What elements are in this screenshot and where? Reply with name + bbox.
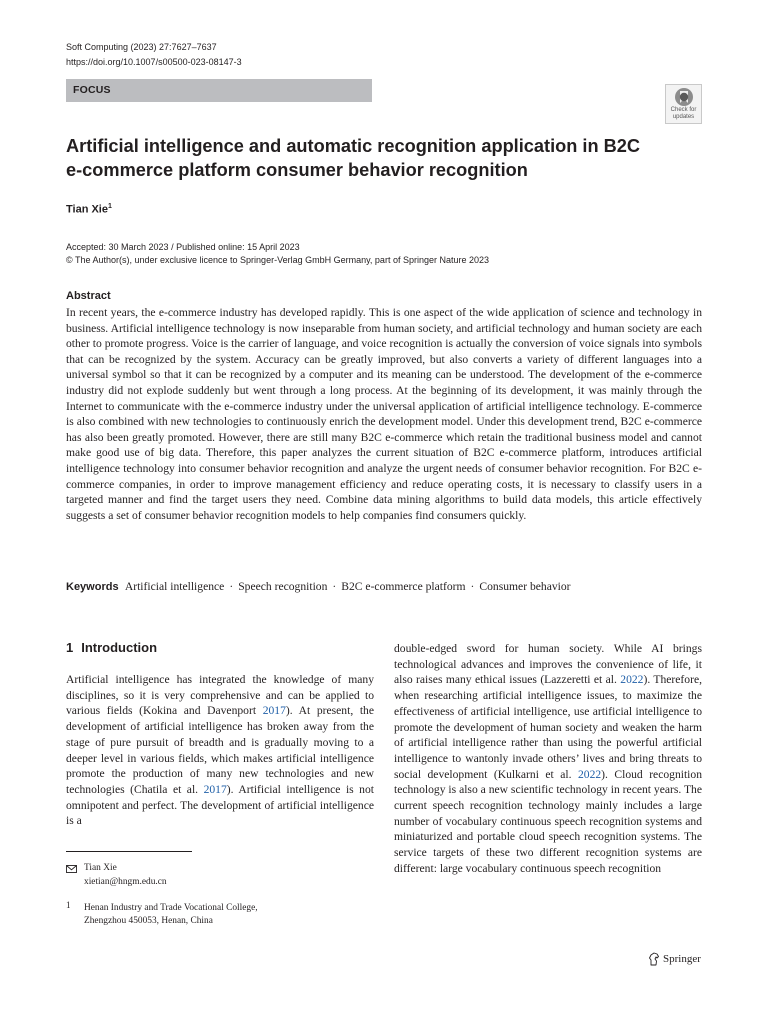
- section-title: Introduction: [81, 640, 158, 655]
- envelope-icon: [66, 865, 77, 873]
- corresponding-author-name: Tian Xie: [84, 863, 117, 873]
- updates-line: updates: [672, 114, 695, 120]
- keywords-line: [66, 580, 571, 593]
- keywords-label: Keywords: [66, 581, 119, 593]
- publisher-logo: [648, 951, 701, 967]
- abstract-text: In recent years, the e-commerce industry has developed rapidly. This is one aspect of the wide application of science and technology in business. Artificial intelligence technology is now inseparable from human society, and artificial technology and human society are each other to promote progress. Voice is the carrier of language, and voice recognition is actually the conversion of voice signals into symbols that can be recognized by the system. Accuracy can be greatly improved, but also converts a variety of different languages into a universal symbol so that it can be recognized by a computer and its meaning can be understood. The development of the e-commerce industry did not explode suddenly but went through a long process. At the beginning of its development, it was mainly through the Internet to communicate with the e-commerce industry under the universal application of artificial intelligence technology. E-commerce is also combined with new technologies to continuously enrich the development model. Under this development trend, B2C e-commerce has also been greatly promoted. However, there are still many B2C e-commerce which retain the traditional business model and cannot make good use of big data. Therefore, this paper analyzes the current situation of B2C e-commerce platform, introduces artificial intelligence technology into consumer behavior recognition and analyze the urgent needs of consumer behavior recognition. For B2C e-commerce companies, in order to improve management efficiency and reduce operating costs, it is necessary to classify users in a targeted manner and find the target users they need. Combine data mining algorithms to build data models, this article effectively suggests a set of consumer behavior recognition models to help companies find consumers quickly.: [66, 306, 702, 522]
- author-affiliation-mark: 1: [107, 203, 112, 210]
- paragraph-text: ). Artificial intelligence is not omnipotent and perfect. The development of artificial intelligence is a: [66, 782, 374, 828]
- copyright-notice: © The Author(s), under exclusive licence to Springer-Verlag GmbH Germany, part of Springer Nature 2023: [66, 255, 489, 265]
- corresponding-author-email[interactable]: xietian@hngm.edu.cn: [84, 877, 167, 887]
- publisher-name: Springer: [663, 953, 701, 965]
- author-line: [66, 203, 112, 216]
- author-name[interactable]: Tian Xie: [66, 203, 108, 216]
- intro-left-column: [66, 672, 374, 829]
- keyword: Speech recognition: [238, 580, 328, 593]
- keyword: Consumer behavior: [479, 580, 571, 593]
- section-number: 1: [66, 640, 74, 655]
- publication-dates: Accepted: 30 March 2023 / Published online: 15 April 2023: [66, 242, 300, 252]
- check-for-line: Check for: [670, 107, 697, 113]
- affiliation-line: Henan Industry and Trade Vocational College,: [84, 903, 258, 913]
- paragraph-text: ). Cloud recognition technology is also a new scientific technology in recent years. The current speech recognition technology mainly includes a large number of vocabulary continuous speech recognition systems and miniaturized and portable cloud speech recognition systems. The service targets of these two different recognition systems are different: large vocabulary continuous speech recognition: [394, 767, 702, 875]
- affiliation-line: Zhengzhou 450053, Henan, China: [84, 916, 213, 926]
- doi-link[interactable]: https://doi.org/10.1007/s00500-023-08147-3: [66, 57, 242, 67]
- springer-horse-icon: [648, 952, 660, 966]
- paragraph-text: double-edged sword for human society. While AI brings technological advances and improves the convenience of life, it also raises many ethical issues (Lazzeretti et al.: [394, 642, 702, 687]
- footnote-divider: [66, 851, 192, 852]
- keyword-separator: ·: [470, 580, 475, 593]
- check-for-updates-badge[interactable]: [665, 84, 702, 124]
- keyword-separator: ·: [229, 580, 234, 593]
- crossmark-icon: [674, 87, 694, 107]
- section-heading: [66, 640, 157, 655]
- article-title: Artificial intelligence and automatic recognition application in B2C e-commerce platform consumer behavior recognition: [66, 136, 640, 180]
- citation-link[interactable]: 2022: [620, 673, 644, 687]
- keyword: B2C e-commerce platform: [341, 580, 466, 593]
- paragraph-text: ). Therefore, when researching artificial intelligence issues, to maximize the effectiveness of artificial intelligence, use artificial intelligence to promote the development of human society and weaken the harm of artificial intelligence rather than using the powerful artificial intelligence to wantonly invade others’ lives and bring threats to social development (Kulkarni et al.: [394, 673, 702, 781]
- intro-right-column: [394, 641, 702, 877]
- affiliation-mark: 1: [66, 900, 71, 910]
- citation-link[interactable]: 2022: [577, 767, 602, 781]
- journal-citation: Soft Computing (2023) 27:7627–7637: [66, 42, 217, 52]
- citation-link[interactable]: 2017: [203, 782, 227, 796]
- citation-link[interactable]: 2017: [262, 704, 286, 718]
- dates-block: [66, 241, 489, 267]
- paragraph-text: ). At present, the development of artificial intelligence has broken away from the stage of pure pursuit of breadth and is gradually moving to a deeper level in various fields, which makes artificial intelligence promote the production of many new technologies and new technologies (Chatila et al.: [66, 704, 375, 796]
- keyword: Artificial intelligence: [124, 580, 225, 593]
- paragraph-text: Artificial intelligence has integrated the knowledge of many disciplines, so it is very comprehensive and can be applied to various fields (Kokina and Davenport: [66, 673, 374, 718]
- section-label-bar: FOCUS: [66, 79, 372, 102]
- abstract-heading: Abstract: [66, 290, 111, 302]
- keyword-separator: ·: [332, 580, 337, 593]
